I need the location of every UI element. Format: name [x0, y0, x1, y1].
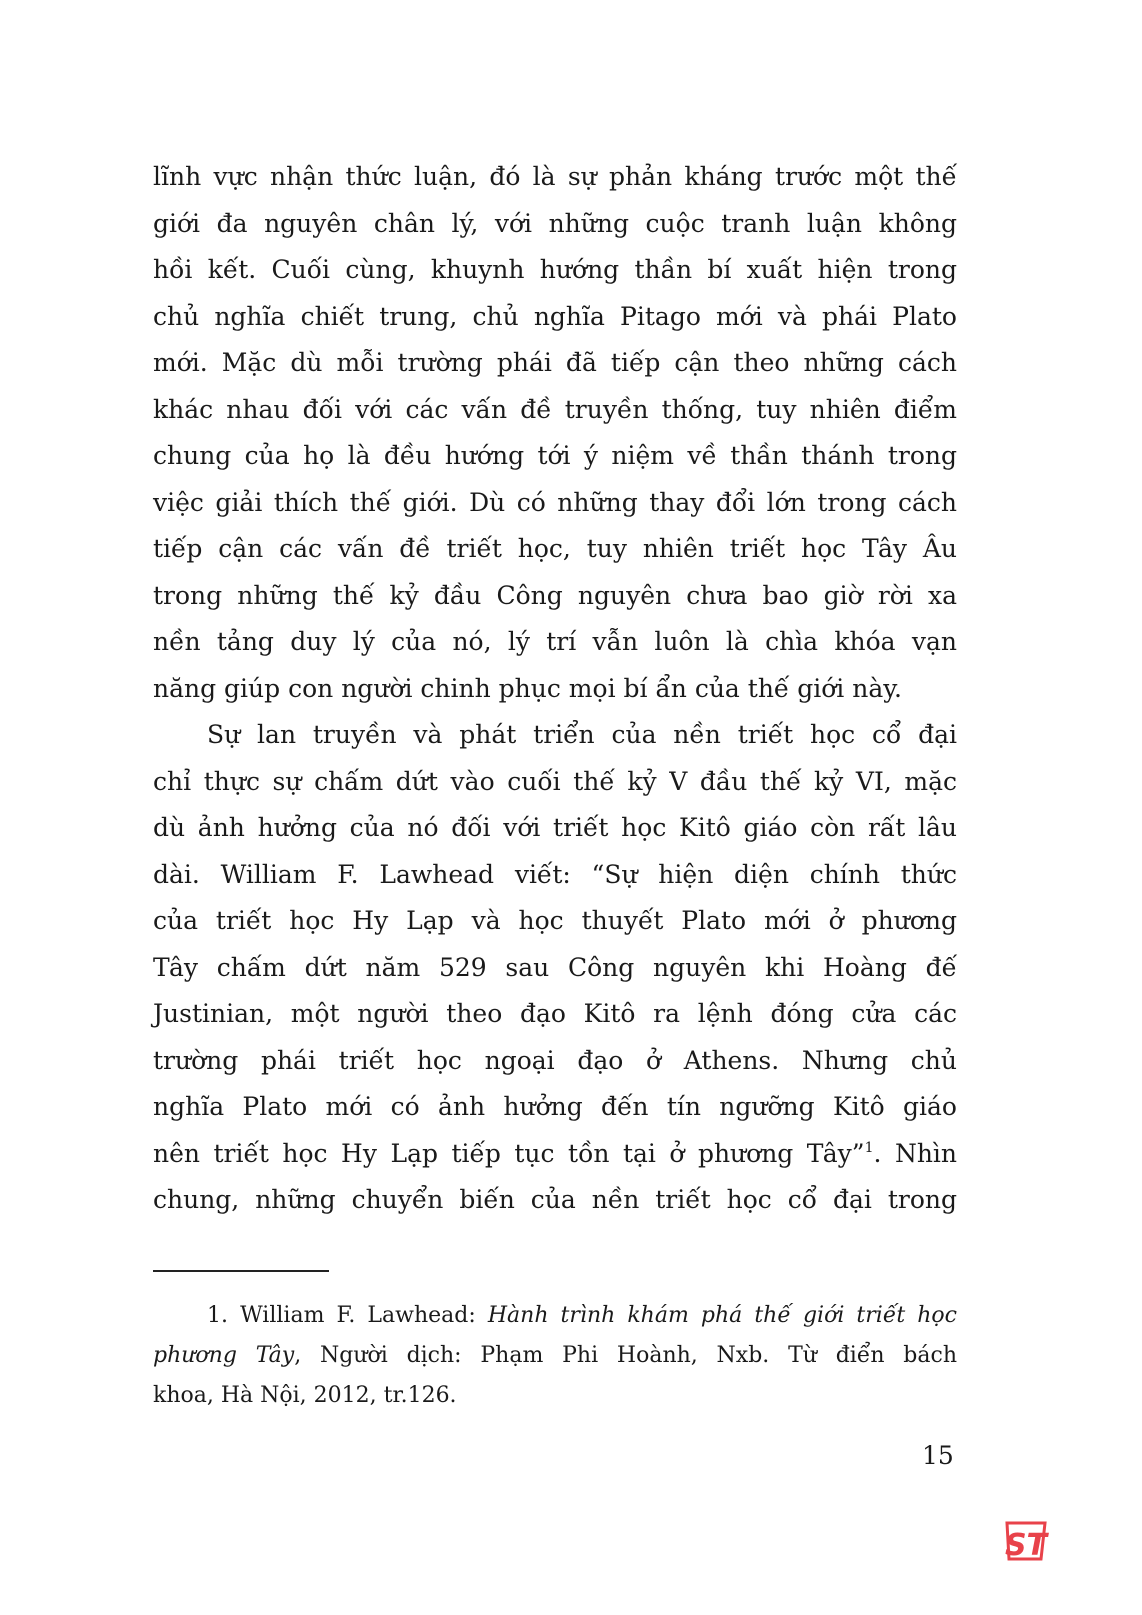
text-line: chủ nghĩa chiết trung, chủ nghĩa Pitago mới và phái Plato	[153, 301, 957, 331]
page-number: 15	[922, 1441, 954, 1470]
text-line: nền tảng duy lý của nó, lý trí vẫn luôn là chìa khóa vạn	[153, 627, 957, 656]
text-line: trường phái triết học ngoại đạo ở Athens. Nhưng chủ	[153, 1045, 957, 1075]
text-line: nghĩa Plato mới có ảnh hưởng đến tín ngưỡng Kitô giáo	[153, 1092, 957, 1121]
footnote-author: William F. Lawhead:	[240, 1303, 476, 1328]
footnote-number: 1.	[207, 1303, 228, 1328]
text-line: mới. Mặc dù mỗi trường phái đã tiếp cận theo những cách	[153, 348, 957, 377]
text-fragment: nên triết học Hy Lạp tiếp tục tồn tại ở phương Tây”	[153, 1138, 865, 1168]
text-line: Justinian, một người theo đạo Kitô ra lệnh đóng cửa các	[153, 999, 957, 1028]
text-line: dài. William F. Lawhead viết: “Sự hiện diện chính thức	[153, 859, 957, 889]
svg-text:ST: ST	[1004, 1528, 1048, 1563]
text-line-with-footnote	[153, 1131, 957, 1178]
footnote-reference[interactable]: 1	[864, 1139, 874, 1156]
text-line: chung, những chuyển biến của nền triết học cổ đại trong	[153, 1185, 957, 1214]
footnote-line	[153, 1336, 957, 1376]
text-line: tiếp cận các vấn đề triết học, tuy nhiên triết học Tây Âu	[153, 534, 957, 563]
text-line: chung của họ là đều hướng tới ý niệm về thần thánh trong	[153, 441, 957, 470]
footnote-separator	[153, 1270, 329, 1272]
footnote-line: khoa, Hà Nội, 2012, tr.126.	[153, 1383, 457, 1408]
text-line: giới đa nguyên chân lý, với những cuộc tranh luận không	[153, 208, 957, 238]
text-line: trong những thế kỷ đầu Công nguyên chưa bao giờ rời xa	[153, 580, 957, 610]
footnote-title: phương Tây	[153, 1343, 295, 1368]
footnote-title: Hành trình khám phá thế giới triết học	[487, 1303, 957, 1328]
text-line: việc giải thích thế giới. Dù có những thay đổi lớn trong cách	[153, 487, 957, 517]
text-line-paragraph-start: Sự lan truyền và phát triển của nền triết học cổ đại	[207, 720, 957, 749]
st-logo-icon	[1003, 1519, 1049, 1563]
text-line: Tây chấm dứt năm 529 sau Công nguyên khi Hoàng đế	[153, 952, 957, 982]
text-fragment: . Nhìn	[873, 1138, 958, 1168]
text-line: hồi kết. Cuối cùng, khuynh hướng thần bí xuất hiện trong	[153, 255, 957, 284]
text-line: dù ảnh hưởng của nó đối với triết học Kitô giáo còn rất lâu	[153, 813, 957, 842]
text-line: của triết học Hy Lạp và học thuyết Plato mới ở phương	[153, 906, 957, 935]
text-line: khác nhau đối với các vấn đề truyền thống, tuy nhiên điểm	[153, 394, 957, 424]
footnote-publisher: , Người dịch: Phạm Phi Hoành, Nxb. Từ điển bách	[294, 1343, 957, 1368]
footnote	[153, 1296, 957, 1416]
text-line: chỉ thực sự chấm dứt vào cuối thế kỷ V đầu thế kỷ VI, mặc	[153, 766, 957, 796]
text-line: lĩnh vực nhận thức luận, đó là sự phản kháng trước một thế	[153, 162, 957, 191]
footnote-line	[153, 1296, 957, 1336]
body-text	[153, 154, 957, 1224]
text-line: năng giúp con người chinh phục mọi bí ẩn của thế giới này.	[153, 673, 902, 703]
